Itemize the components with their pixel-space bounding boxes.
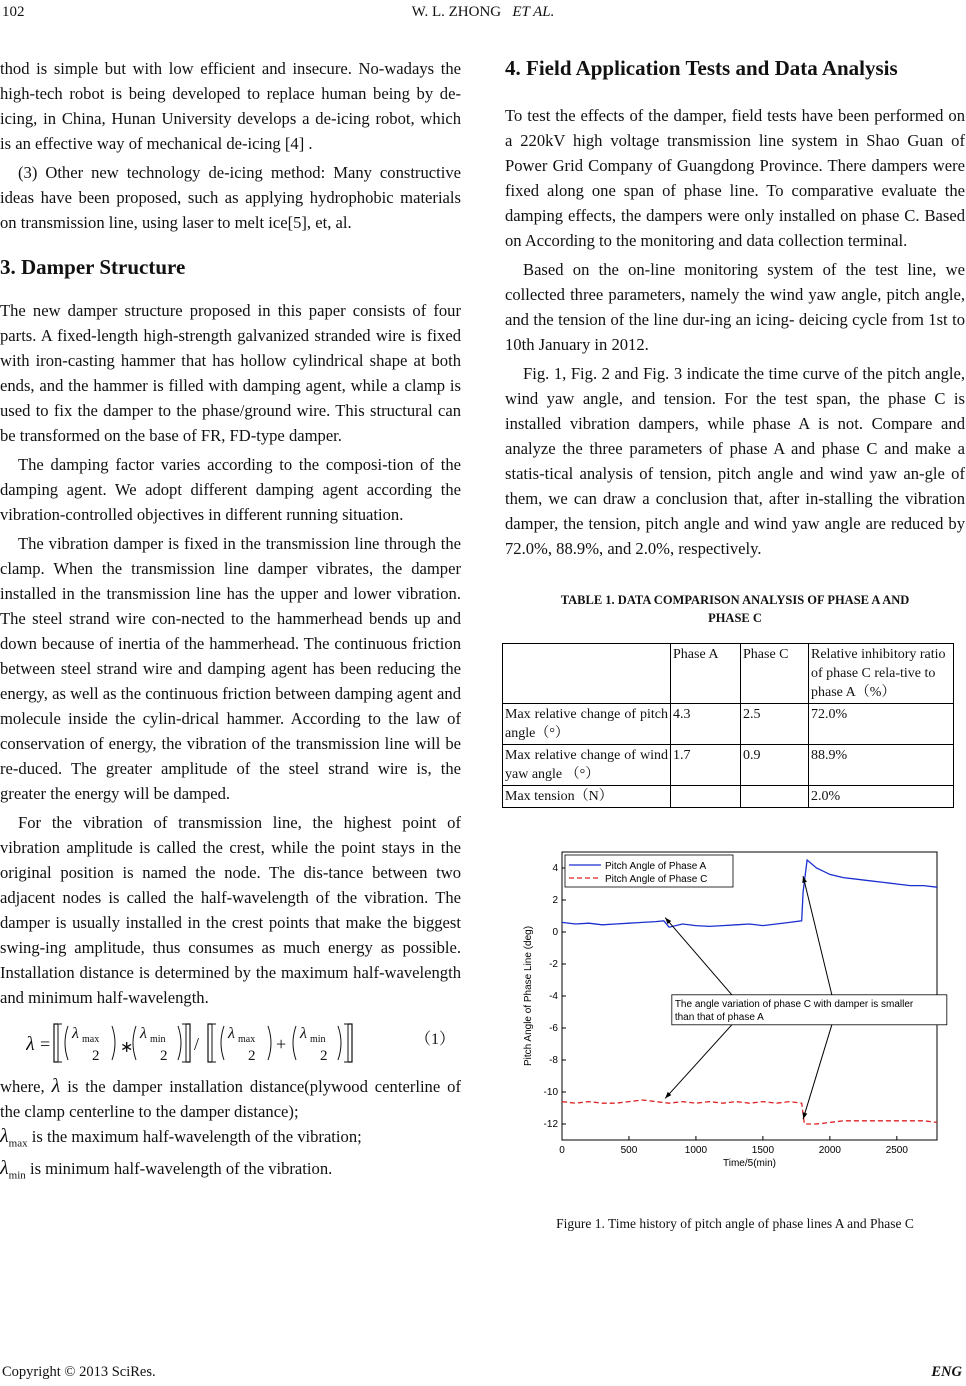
- eq-two: 2: [92, 1048, 100, 1064]
- running-header: [0, 4, 966, 21]
- header-authors: W. L. ZHONG: [411, 4, 502, 20]
- paragraph: thod is simple but with low efficient and insecure. No-wadays the high-tech robot is being developed to replace human being by de-icing, in China, Hunan University develops a de-icing robot, which is an effective way of mechanical de-icing [4] .: [0, 59, 461, 153]
- table-cell: 2.5: [741, 704, 809, 745]
- table-cell: [671, 786, 741, 808]
- lambda-symbol: λ: [51, 1075, 61, 1097]
- table-caption: [515, 591, 955, 627]
- table-cell: Max tension（N）: [503, 786, 671, 808]
- paragraph-where: [0, 1074, 461, 1189]
- paragraph: The new damper structure proposed in this paper consists of four parts. A fixed-length high-strength galvanized stranded wire is fixed with iron-casting hammer that has hollow cylindrical shape at both ends, and the hammer is filled with damping agent, while a clamp is used to fix the damper to the phase/ground wire. This structural can be transformed on the base of FR, FD-type damper.: [0, 301, 461, 445]
- eq-lambda: λ: [300, 1025, 307, 1042]
- table-cell: [741, 786, 809, 808]
- eq-sub-min: min: [310, 1034, 326, 1045]
- subscript-min: min: [8, 1169, 26, 1182]
- table-header: [503, 644, 671, 704]
- x-tick-label: 500: [620, 1145, 638, 1156]
- where-lmax-text: is the maximum half-wavelength of the vibration;: [31, 1127, 362, 1146]
- eq-two: 2: [160, 1048, 168, 1064]
- y-tick-label: 4: [552, 863, 558, 874]
- eq-lambda: λ: [72, 1025, 79, 1042]
- eq-two: 2: [320, 1048, 328, 1064]
- table-cell: 88.9%: [809, 745, 954, 786]
- annotation-text: than that of phase A: [674, 1011, 764, 1023]
- table-caption-line: TABLE 1. DATA COMPARISON ANALYSIS OF PHASE A AND: [560, 593, 910, 607]
- table-row: [503, 786, 954, 808]
- section-heading: 4. Field Application Tests and Data Analysis: [505, 56, 898, 80]
- pitch-angle-chart: [517, 844, 957, 1184]
- annotation-text: The angle variation of phase C with damper is smaller: [674, 998, 914, 1010]
- where-label: where,: [0, 1077, 45, 1096]
- y-tick-label: 0: [552, 927, 558, 938]
- lambda-symbol: λ: [0, 1157, 9, 1180]
- table-cell: 2.0%: [809, 786, 954, 808]
- paragraph: Fig. 1, Fig. 2 and Fig. 3 indicate the time curve of the pitch angle, wind yaw angle, and tension. For the test span, the phase C is installed vibration dampers, while phase A is not. Compare and analyze the three parameters of phase A and phase C and make a statis-tical analysis of tension, pitch angle and wind yaw an-gle of them, we can draw a conclusion that, after in-stalling the vibration damper, the tension, pitch angle and wind yaw angle are reduced by 72.0%, 88.9%, and 2.0%, respectively.: [505, 364, 965, 558]
- equation: [0, 1018, 461, 1068]
- data-table: [502, 643, 954, 808]
- paragraph: The damping factor varies according to the composi-tion of the damping agent. We adopt different damping agent according the vibration-controlled objectives in different running situation.: [0, 455, 461, 524]
- table-cell: Max relative change of pitch angle（°）: [503, 704, 671, 745]
- journal-abbrev: ENG: [931, 1364, 962, 1380]
- right-column: [505, 56, 965, 1232]
- where-lmin-text: is minimum half-wavelength of the vibration.: [29, 1159, 333, 1179]
- left-column: [0, 56, 461, 1189]
- paragraph: The vibration damper is fixed in the transmission line through the clamp. When the transmission line damper vibrates, the damper installed in the transmission line has the upper and lower vibration. The steel strand wire con-nected to the hammerhead bends up and down because of inertia of the hammerhead. The continuous friction between steel strand wire and damping agent has been reducing the energy, as well as the continuous friction between damping agent and molecule inside the cylin-drical hammer. According to the law of conservation of energy, the vibration of the transmission line will be re-duced. The greater amplitude of the steel strand wire is, the greater the energy will be damped.: [0, 534, 461, 803]
- table-cell: 1.7: [671, 745, 741, 786]
- x-tick-label: 2500: [885, 1145, 908, 1156]
- svg-text:+: +: [276, 1034, 287, 1054]
- table-header: Phase A: [671, 644, 741, 704]
- table-row: [503, 745, 954, 786]
- x-tick-label: 1500: [751, 1145, 775, 1156]
- y-axis-label: Pitch Angle of Phase Line (deg): [523, 925, 534, 1067]
- eq-lambda: λ: [140, 1025, 147, 1042]
- header-etal: ET AL.: [512, 4, 555, 20]
- section-heading: 3. Damper Structure: [0, 255, 186, 279]
- paragraph: For the vibration of transmission line, the highest point of vibration amplitude is called the crest, while the point stays in the original position is named the node. The dis-tance between two adjacent nodes is called the half-wavelength of the vibration. The damper is usually installed in the crest points that make the biggest swing-ing amplitude, thus consumes as much energy as possible. Installation distance is determined by the maximum half-wavelength and minimum half-wavelength.: [0, 813, 461, 1007]
- y-tick-label: -8: [549, 1055, 558, 1066]
- table-header-row: [503, 644, 954, 704]
- svg-text:/: /: [194, 1034, 200, 1054]
- legend-label: Pitch Angle of Phase A: [605, 861, 707, 872]
- x-tick-label: 2000: [818, 1145, 841, 1156]
- svg-text:=: =: [40, 1034, 51, 1054]
- copyright: Copyright © 2013 SciRes.: [2, 1364, 156, 1380]
- table-header: Phase C: [741, 644, 809, 704]
- table-caption-line: PHASE C: [708, 611, 762, 625]
- subscript-max: max: [8, 1137, 28, 1150]
- page-number: 102: [2, 4, 25, 20]
- y-tick-label: -6: [549, 1023, 558, 1034]
- paragraph: To test the effects of the damper, field tests have been performed on a 220kV high voltage transmission line system in Shao Guan of Power Grid Company of Guangdong Province. There dampers were fixed along one span of phase line. To comparative evaluate the damping effects, the dampers were only installed on phase C. Based on According to the monitoring and data collection terminal.: [505, 106, 965, 250]
- table-cell: 4.3: [671, 704, 741, 745]
- legend-label: Pitch Angle of Phase C: [605, 874, 708, 885]
- figure-caption: Figure 1. Time history of pitch angle of phase lines A and Phase C: [556, 1216, 914, 1231]
- eq-lambda: λ: [228, 1025, 235, 1042]
- y-tick-label: 2: [552, 895, 558, 906]
- eq-two: 2: [248, 1048, 256, 1064]
- paragraph: Based on the on-line monitoring system of the test line, we collected three parameters, namely the wind yaw angle, pitch angle, and the tension of the line dur-ing an icing- deicing cycle from 1st to 10th January in 2012.: [505, 260, 965, 354]
- x-axis-label: Time/5(min): [723, 1158, 776, 1169]
- eq-sub-min: min: [150, 1034, 166, 1045]
- svg-text:∗: ∗: [120, 1039, 134, 1056]
- x-tick-label: 0: [559, 1145, 565, 1156]
- y-tick-label: -2: [549, 959, 558, 970]
- figure-1: [505, 844, 965, 1204]
- where-lambda-text: is the damper installation distance(plywood centerline of the clamp centerline to the damper distance);: [0, 1077, 461, 1121]
- y-tick-label: -12: [543, 1119, 558, 1130]
- y-tick-label: -4: [549, 991, 558, 1002]
- table-cell: Max relative change of wind yaw angle （°）: [503, 745, 671, 786]
- lambda-symbol: λ: [0, 1125, 9, 1147]
- table-header: Relative inhibitory ratio of phase C rela-tive to phase A（%）: [809, 644, 954, 704]
- y-tick-label: -10: [543, 1087, 558, 1098]
- eq-sub-max: max: [82, 1034, 100, 1045]
- equation-number: （1）: [414, 1031, 455, 1048]
- table-cell: 72.0%: [809, 704, 954, 745]
- x-tick-label: 1000: [684, 1145, 708, 1156]
- table-cell: 0.9: [741, 745, 809, 786]
- table-row: [503, 704, 954, 745]
- equation-formula: [26, 1018, 426, 1068]
- eq-sub-max: max: [238, 1034, 256, 1045]
- eq-lambda: λ: [26, 1033, 35, 1055]
- paragraph: (3) Other new technology de-icing method: Many constructive ideas have been proposed, such as applying hydrophobic materials on transmission line, using laser to melt ice[5], et, al.: [0, 163, 461, 232]
